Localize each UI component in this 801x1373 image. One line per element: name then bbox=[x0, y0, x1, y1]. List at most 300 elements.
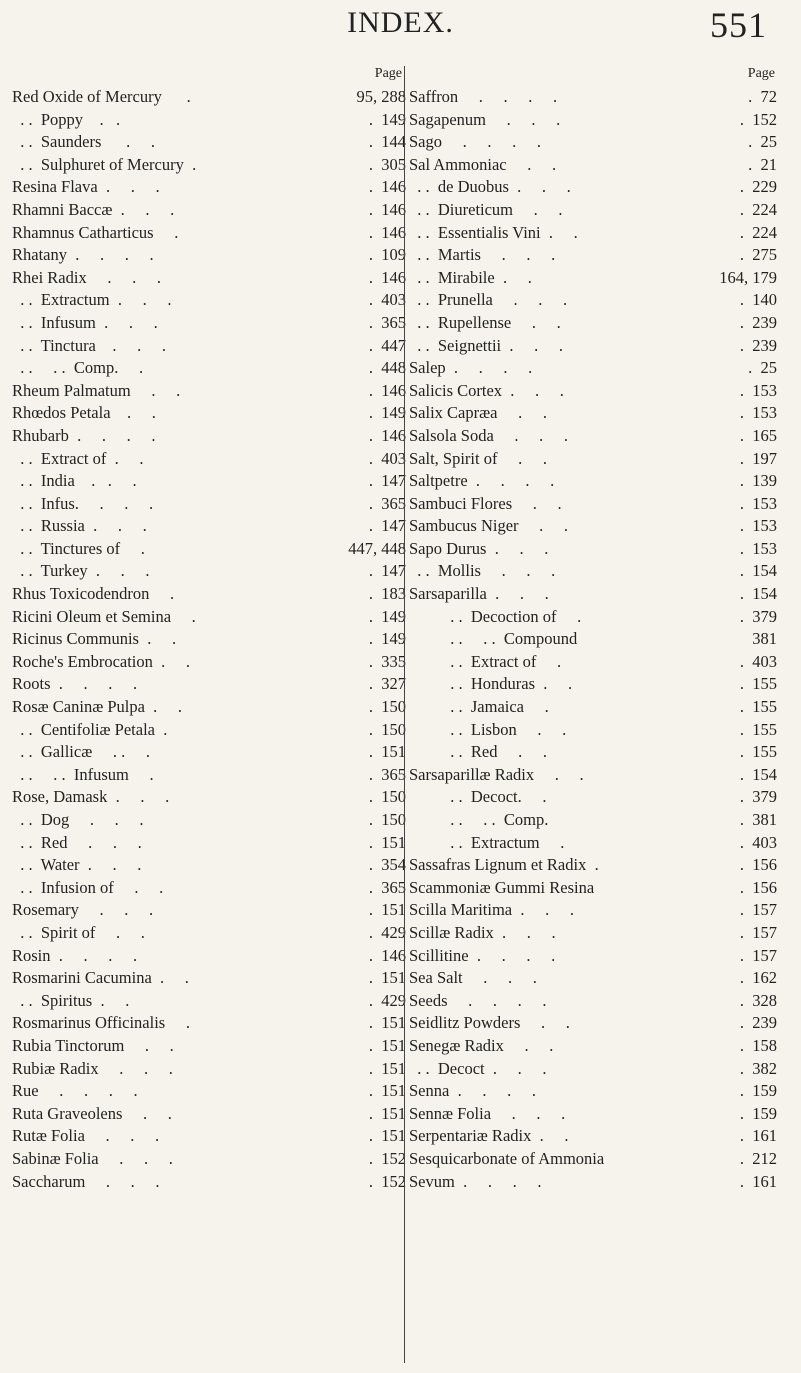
index-entry bbox=[12, 899, 406, 922]
entry-term: . . Jamaica . bbox=[409, 697, 549, 717]
entry-term: Saccharum . . . bbox=[12, 1171, 160, 1191]
index-entry bbox=[12, 696, 406, 719]
entry-term: Sambuci Flores . . bbox=[409, 493, 562, 513]
entry-page: . 153 bbox=[739, 516, 777, 536]
entry-page: . 239 bbox=[739, 312, 777, 332]
entry-term: Red Oxide of Mercury . bbox=[12, 87, 191, 106]
entry-page: . 151 bbox=[368, 742, 406, 762]
index-entry bbox=[12, 1171, 406, 1194]
entry-term: . . Mollis . . . bbox=[409, 561, 556, 581]
entry-page: 164, 179 bbox=[719, 267, 777, 287]
entry-page: . 153 bbox=[739, 380, 777, 400]
entry-page: . 162 bbox=[739, 968, 777, 988]
index-entry bbox=[12, 719, 406, 742]
entry-term: . . Rupellense . . bbox=[409, 312, 561, 332]
index-entry bbox=[409, 583, 779, 606]
entry-term: Rosæ Caninæ Pulpa . . bbox=[12, 697, 183, 717]
index-entry bbox=[409, 945, 779, 968]
entry-term: . . Seignettii . . . bbox=[409, 335, 563, 355]
index-entry bbox=[12, 560, 406, 583]
entry-page: . 152 bbox=[368, 1171, 406, 1191]
entry-page: . 153 bbox=[739, 538, 777, 558]
index-entry bbox=[12, 222, 406, 245]
entry-term: . . Red . . bbox=[409, 742, 547, 762]
entry-term: . . Extractum . . . bbox=[12, 290, 172, 310]
entry-page: . 153 bbox=[739, 403, 777, 423]
entry-page: . 157 bbox=[739, 922, 777, 942]
entry-page: . 448 bbox=[368, 358, 406, 378]
entry-term: . . Decoct. . bbox=[409, 787, 547, 807]
entry-term: Sevum . . . . bbox=[409, 1171, 542, 1191]
entry-term: . . . . Compound bbox=[409, 629, 578, 649]
entry-page: . 224 bbox=[739, 199, 777, 219]
entry-term: Resina Flava . . . bbox=[12, 177, 160, 197]
entry-page: . 239 bbox=[739, 1013, 777, 1033]
entry-page: . 197 bbox=[739, 448, 777, 468]
entry-page: . 151 bbox=[368, 1126, 406, 1146]
entry-term: Sabinæ Folia . . . bbox=[12, 1148, 173, 1168]
index-entry bbox=[12, 154, 406, 177]
index-entry bbox=[12, 515, 406, 538]
entry-page: . 212 bbox=[739, 1148, 777, 1168]
index-entry bbox=[12, 425, 406, 448]
entry-term: Sapo Durus . . . bbox=[409, 538, 549, 558]
entry-term: . . . . Comp. . bbox=[12, 358, 144, 378]
entry-term: Rosmarinus Officinalis . bbox=[12, 1013, 190, 1033]
index-entry bbox=[409, 538, 779, 561]
entry-page: . 25 bbox=[748, 132, 777, 152]
entry-page: . 146 bbox=[368, 177, 406, 197]
index-entry bbox=[12, 109, 406, 132]
entry-page: . 224 bbox=[739, 222, 777, 242]
entry-page: . 146 bbox=[368, 425, 406, 445]
index-entry bbox=[12, 854, 406, 877]
entry-term: Rose, Damask . . . bbox=[12, 787, 170, 807]
index-entry bbox=[409, 199, 779, 222]
index-entry bbox=[409, 222, 779, 245]
entry-page: . 147 bbox=[368, 561, 406, 581]
index-entry bbox=[409, 289, 779, 312]
entry-page: . 146 bbox=[368, 222, 406, 242]
entry-page: . 147 bbox=[368, 516, 406, 536]
entry-term: Rhei Radix . . . bbox=[12, 267, 161, 287]
index-entry bbox=[409, 493, 779, 516]
entry-page: . 447 bbox=[368, 335, 406, 355]
entry-term: . . Gallicæ . . . bbox=[12, 742, 150, 762]
entry-page: . 161 bbox=[739, 1126, 777, 1146]
index-entry bbox=[409, 335, 779, 358]
entry-term: . . Lisbon . . bbox=[409, 719, 567, 739]
index-entry bbox=[409, 741, 779, 764]
entry-page: . 150 bbox=[368, 719, 406, 739]
entry-term: Seidlitz Powders . . bbox=[409, 1013, 570, 1033]
entry-term: Rosemary . . . bbox=[12, 900, 154, 920]
entry-term: Senegæ Radix . . bbox=[409, 1035, 554, 1055]
entry-term: . . Russia . . . bbox=[12, 516, 147, 536]
page-number: 551 bbox=[710, 5, 767, 45]
page-column-label: Page bbox=[374, 66, 402, 81]
entry-term: . . . . Infusum . bbox=[12, 764, 154, 784]
entry-page: . 152 bbox=[368, 1148, 406, 1168]
entry-page: . 151 bbox=[368, 900, 406, 920]
entry-term: Sarsaparilla . . . bbox=[409, 584, 549, 604]
entry-term: Saltpetre . . . . bbox=[409, 471, 555, 491]
entry-term: Scillitine . . . . bbox=[409, 945, 556, 965]
entry-term: Salsola Soda . . . bbox=[409, 425, 569, 445]
index-entry bbox=[12, 628, 406, 651]
entry-page: . 154 bbox=[739, 584, 777, 604]
entry-term: Rhubarb . . . . bbox=[12, 425, 156, 445]
index-entry bbox=[409, 696, 779, 719]
entry-term: Rosin . . . . bbox=[12, 945, 138, 965]
index-entry bbox=[12, 945, 406, 968]
entry-page: . 155 bbox=[739, 719, 777, 739]
entry-term: Rutæ Folia . . . bbox=[12, 1126, 160, 1146]
entry-page: . 429 bbox=[368, 990, 406, 1010]
entry-page: 381 bbox=[752, 629, 777, 649]
entry-page: 95, 288 bbox=[356, 87, 406, 106]
index-entry bbox=[12, 1058, 406, 1081]
entry-term: . . Tinctura . . . bbox=[12, 335, 167, 355]
entry-term: . . Extract of . bbox=[409, 651, 562, 671]
entry-term: Rhamnus Catharticus . bbox=[12, 222, 179, 242]
index-entry bbox=[409, 1171, 779, 1194]
entry-term: Rosmarini Cacumina . . bbox=[12, 968, 189, 988]
entry-term: Sennæ Folia . . . bbox=[409, 1103, 566, 1123]
index-entry bbox=[409, 899, 779, 922]
entry-term: . . Diureticum . . bbox=[409, 199, 563, 219]
entry-term: . . Extract of . . bbox=[12, 448, 144, 468]
entry-page: . 21 bbox=[748, 154, 777, 174]
entry-page: . 153 bbox=[739, 493, 777, 513]
index-entry bbox=[12, 606, 406, 629]
index-entry bbox=[409, 1080, 779, 1103]
entry-term: . . Water . . . bbox=[12, 855, 142, 875]
entry-term: Ricini Oleum et Semina . bbox=[12, 606, 196, 626]
index-entry bbox=[12, 1080, 406, 1103]
entry-page: . 146 bbox=[368, 267, 406, 287]
index-entry bbox=[409, 1125, 779, 1148]
entry-page: . 379 bbox=[739, 787, 777, 807]
index-entry bbox=[409, 515, 779, 538]
index-entry bbox=[409, 809, 779, 832]
entry-term: Scillæ Radix . . . bbox=[409, 922, 556, 942]
entry-page: . 154 bbox=[739, 764, 777, 784]
entry-term: Rhœdos Petala . . bbox=[12, 403, 156, 423]
entry-term: Sagapenum . . . bbox=[409, 109, 561, 129]
entry-page: . 159 bbox=[739, 1103, 777, 1123]
index-entry bbox=[12, 583, 406, 606]
index-entry bbox=[12, 877, 406, 900]
entry-term: Rubia Tinctorum . . bbox=[12, 1035, 174, 1055]
index-entry bbox=[12, 673, 406, 696]
entry-page: . 147 bbox=[368, 471, 406, 491]
entry-term: . . Saunders . . bbox=[12, 132, 155, 152]
entry-term: . . Decoction of . bbox=[409, 606, 582, 626]
entry-term: Saffron . . . . bbox=[409, 87, 558, 106]
entry-term: Rhus Toxicodendron . bbox=[12, 584, 175, 604]
index-entry bbox=[409, 1148, 779, 1171]
entry-term: . . Dog . . . bbox=[12, 810, 144, 829]
entry-term: . . Decoct . . . bbox=[409, 1058, 547, 1078]
entry-page: . 151 bbox=[368, 1058, 406, 1078]
page-column-label: Page bbox=[747, 66, 775, 81]
entry-term: Ruta Graveolens . . bbox=[12, 1103, 172, 1123]
entry-term: . . Honduras . . bbox=[409, 674, 573, 694]
entry-page: . 165 bbox=[739, 425, 777, 445]
entry-term: . . Martis . . . bbox=[409, 245, 556, 265]
index-entry bbox=[409, 1012, 779, 1035]
index-entry bbox=[12, 741, 406, 764]
index-entry bbox=[12, 922, 406, 945]
entry-term: Sarsaparillæ Radix . . bbox=[409, 764, 584, 784]
index-entry bbox=[409, 673, 779, 696]
entry-page: . 144 bbox=[368, 132, 406, 152]
index-entry bbox=[12, 1012, 406, 1035]
entry-page: . 365 bbox=[368, 877, 406, 897]
index-entry bbox=[409, 1058, 779, 1081]
index-entry bbox=[409, 606, 779, 629]
entry-page: . 155 bbox=[739, 697, 777, 717]
entry-term: . . Centifoliæ Petala . bbox=[12, 719, 168, 739]
index-entry bbox=[12, 267, 406, 290]
entry-term: . . Infusum . . . bbox=[12, 312, 158, 332]
entry-term: . . Sulphuret of Mercury . bbox=[12, 154, 197, 174]
entry-page: . 151 bbox=[368, 1081, 406, 1101]
entry-page: . 150 bbox=[368, 697, 406, 717]
index-entry bbox=[409, 719, 779, 742]
entry-term: Scilla Maritima . . . bbox=[409, 900, 574, 920]
entry-page: . 365 bbox=[368, 312, 406, 332]
entry-page: . 146 bbox=[368, 199, 406, 219]
index-entry bbox=[409, 425, 779, 448]
index-entry bbox=[12, 832, 406, 855]
index-entry bbox=[409, 176, 779, 199]
entry-term: Sambucus Niger . . bbox=[409, 516, 569, 536]
entry-page: . 239 bbox=[739, 335, 777, 355]
entry-term: Roche's Embrocation . . bbox=[12, 651, 191, 671]
entry-term: Sesquicarbonate of Ammonia bbox=[409, 1148, 605, 1168]
entry-term: Seeds . . . . bbox=[409, 990, 547, 1010]
entry-page: . 152 bbox=[739, 109, 777, 129]
entry-term: Rheum Palmatum . . bbox=[12, 380, 181, 400]
entry-page: . 403 bbox=[368, 448, 406, 468]
index-entry bbox=[409, 786, 779, 809]
index-entry bbox=[409, 967, 779, 990]
index-entry bbox=[12, 786, 406, 809]
entry-term: Salix Capræa . . bbox=[409, 403, 547, 423]
entry-term: . . . . Comp. bbox=[409, 810, 549, 829]
entry-term: . . Turkey . . . bbox=[12, 561, 150, 581]
index-entry bbox=[12, 967, 406, 990]
index-entry bbox=[409, 131, 779, 154]
index-entry bbox=[12, 651, 406, 674]
entry-page: . 156 bbox=[739, 877, 777, 897]
entry-page: . 156 bbox=[739, 855, 777, 875]
entry-page: . 275 bbox=[739, 245, 777, 265]
entry-term: Sea Salt . . . bbox=[409, 968, 537, 988]
entry-term: . . Spiritus . . bbox=[12, 990, 130, 1010]
entry-page: . 150 bbox=[368, 787, 406, 807]
index-entry bbox=[12, 335, 406, 358]
entry-page: . 305 bbox=[368, 154, 406, 174]
entry-term: . . Poppy . . bbox=[12, 109, 121, 129]
entry-term: . . Red . . . bbox=[12, 832, 142, 852]
entry-page: . 151 bbox=[368, 1035, 406, 1055]
entry-term: Salt, Spirit of . . bbox=[409, 448, 547, 468]
index-entry bbox=[12, 199, 406, 222]
entry-term: Rhatany . . . . bbox=[12, 245, 154, 265]
index-entry bbox=[12, 538, 406, 561]
entry-term: . . de Duobus . . . bbox=[409, 177, 571, 197]
index-column-right bbox=[404, 66, 779, 1363]
entry-page: . 149 bbox=[368, 109, 406, 129]
index-entry bbox=[12, 1103, 406, 1126]
index-entry bbox=[12, 380, 406, 403]
entry-page: . 139 bbox=[739, 471, 777, 491]
entry-term: Rhamni Baccæ . . . bbox=[12, 199, 175, 219]
entry-term: . . Infus. . . . bbox=[12, 493, 154, 513]
entry-term: . . Mirabile . . bbox=[409, 267, 532, 287]
index-entry bbox=[409, 109, 779, 132]
page-header bbox=[0, 0, 801, 52]
entry-page: . 155 bbox=[739, 674, 777, 694]
entry-page: . 109 bbox=[368, 245, 406, 265]
entry-page: . 155 bbox=[739, 742, 777, 762]
entry-page: . 140 bbox=[739, 290, 777, 310]
entry-term: . . Prunella . . . bbox=[409, 290, 568, 310]
entry-term: . . Extractum . bbox=[409, 832, 565, 852]
entry-page: . 146 bbox=[368, 380, 406, 400]
entry-page: . 429 bbox=[368, 922, 406, 942]
index-entry bbox=[12, 448, 406, 471]
entry-term: Rubiæ Radix . . . bbox=[12, 1058, 173, 1078]
entry-term: . . Spirit of . . bbox=[12, 922, 145, 942]
entry-term: Scammoniæ Gummi Resina bbox=[409, 877, 595, 897]
index-entry bbox=[409, 402, 779, 425]
entry-page: . 328 bbox=[739, 990, 777, 1010]
index-entry bbox=[12, 1148, 406, 1171]
index-entry bbox=[409, 628, 779, 651]
entry-page: . 403 bbox=[368, 290, 406, 310]
index-entry bbox=[12, 402, 406, 425]
index-entry bbox=[409, 357, 779, 380]
index-entry bbox=[12, 990, 406, 1013]
entry-page: . 335 bbox=[368, 651, 406, 671]
index-entry bbox=[409, 764, 779, 787]
index-entry bbox=[409, 380, 779, 403]
index-entry bbox=[12, 764, 406, 787]
index-entry bbox=[409, 470, 779, 493]
entry-page: . 381 bbox=[739, 810, 777, 829]
page-title: INDEX. bbox=[347, 6, 454, 39]
index-entry bbox=[409, 832, 779, 855]
entry-page: . 365 bbox=[368, 493, 406, 513]
index-entry bbox=[12, 1035, 406, 1058]
entry-page: . 149 bbox=[368, 403, 406, 423]
entry-page: . 354 bbox=[368, 855, 406, 875]
index-entry bbox=[12, 289, 406, 312]
entry-term: Serpentariæ Radix . . bbox=[409, 1126, 569, 1146]
entry-page: . 150 bbox=[368, 810, 406, 829]
index-entry bbox=[12, 176, 406, 199]
index-entry bbox=[409, 448, 779, 471]
entry-page: . 151 bbox=[368, 1013, 406, 1033]
index-entry bbox=[409, 154, 779, 177]
entry-page: . 157 bbox=[739, 900, 777, 920]
entry-term: . . Essentialis Vini . . bbox=[409, 222, 578, 242]
index-entry bbox=[409, 560, 779, 583]
index-entry bbox=[409, 312, 779, 335]
entry-page: 447, 448 bbox=[348, 538, 406, 558]
entry-page: . 158 bbox=[739, 1035, 777, 1055]
entry-page: . 154 bbox=[739, 561, 777, 581]
index-entry bbox=[12, 244, 406, 267]
entry-term: Senna . . . . bbox=[409, 1081, 536, 1101]
entry-page: . 146 bbox=[368, 945, 406, 965]
entry-term: Salep . . . . bbox=[409, 358, 533, 378]
entry-page: . 365 bbox=[368, 764, 406, 784]
index-entry bbox=[12, 86, 406, 109]
entry-page: . 403 bbox=[739, 651, 777, 671]
index-entry bbox=[12, 357, 406, 380]
entry-page: . 149 bbox=[368, 629, 406, 649]
entry-page: . 161 bbox=[739, 1171, 777, 1191]
entry-term: Rue . . . . bbox=[12, 1081, 138, 1101]
entry-page: . 183 bbox=[368, 584, 406, 604]
entry-page: . 25 bbox=[748, 358, 777, 378]
entry-page: . 327 bbox=[368, 674, 406, 694]
index-entry bbox=[409, 854, 779, 877]
index-entry bbox=[409, 267, 779, 290]
index-entry bbox=[12, 1125, 406, 1148]
entry-page: . 379 bbox=[739, 606, 777, 626]
entry-page: . 403 bbox=[739, 832, 777, 852]
index-entry bbox=[409, 877, 779, 900]
index-entry bbox=[409, 1103, 779, 1126]
entry-term: Roots . . . . bbox=[12, 674, 138, 694]
index-entry bbox=[409, 990, 779, 1013]
entry-page: . 229 bbox=[739, 177, 777, 197]
entry-page: . 157 bbox=[739, 945, 777, 965]
index-entry bbox=[12, 131, 406, 154]
index-entry bbox=[12, 470, 406, 493]
entry-term: Salicis Cortex . . . bbox=[409, 380, 564, 400]
entry-term: Sassafras Lignum et Radix . bbox=[409, 855, 599, 875]
entry-term: . . Infusion of . . bbox=[12, 877, 164, 897]
entry-term: Sago . . . . bbox=[409, 132, 541, 152]
entry-page: . 151 bbox=[368, 1103, 406, 1123]
entry-term: . . India . . . bbox=[12, 471, 137, 491]
entry-page: . 382 bbox=[739, 1058, 777, 1078]
index-entry bbox=[409, 922, 779, 945]
entry-page: . 151 bbox=[368, 832, 406, 852]
entry-term: . . Tinctures of . bbox=[12, 538, 145, 558]
index-column-left bbox=[12, 66, 406, 1193]
entry-term: Sal Ammoniac . . bbox=[409, 154, 557, 174]
index-entry bbox=[409, 651, 779, 674]
index-entry bbox=[12, 493, 406, 516]
entry-page: . 72 bbox=[748, 87, 777, 106]
entry-page: . 159 bbox=[739, 1081, 777, 1101]
index-entry bbox=[12, 809, 406, 832]
index-entry bbox=[409, 244, 779, 267]
entry-page: . 151 bbox=[368, 968, 406, 988]
entry-page: . 149 bbox=[368, 606, 406, 626]
index-entry bbox=[409, 86, 779, 109]
entry-term: Ricinus Communis . . bbox=[12, 629, 177, 649]
index-entry bbox=[12, 312, 406, 335]
